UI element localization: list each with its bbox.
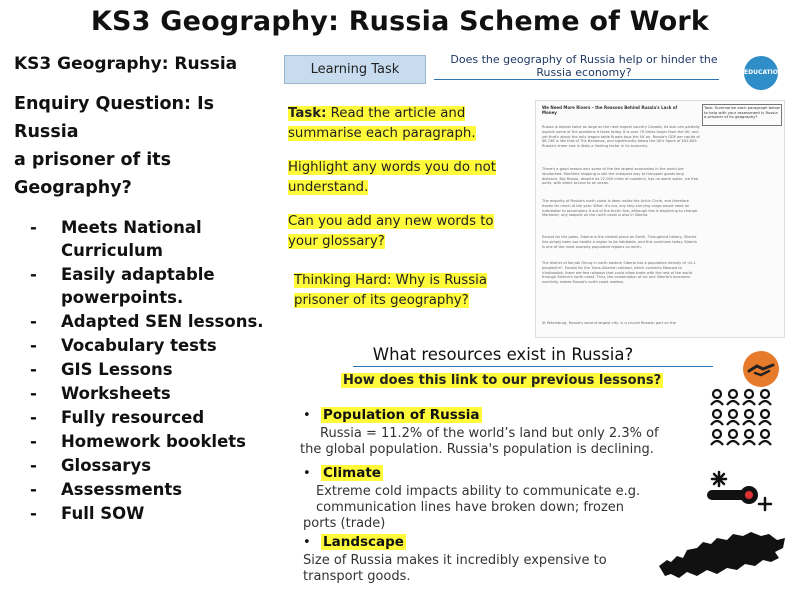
enquiry-line: Geography? — [14, 178, 132, 198]
article-thumbnail — [535, 100, 785, 338]
climate-heading: Climate — [323, 465, 381, 481]
landscape-heading: Landscape — [323, 534, 404, 550]
title-underline — [434, 79, 719, 80]
task-text: Read the article and summarise each paragraph. — [288, 106, 476, 141]
enquiry-question — [14, 90, 276, 202]
article-paragraph: The majority of Russia's north coast is deep inside the Arctic Circle, and therefore frozen for much of the year. When it's not, any ship carrying cargo would need an icebreaker to accompany it out of the Arctic Sea, although this is beginning to change. Moreover, any seaport on the north coast is also in Siberia. — [542, 199, 699, 218]
population-heading: Population of Russia — [323, 407, 480, 423]
highlight-instruction — [288, 158, 498, 198]
bullet: • — [303, 535, 311, 550]
title-underline — [353, 366, 713, 367]
resources-subtitle: How does this link to our previous lessons? — [343, 373, 662, 388]
feature-item: - Full SOW — [14, 502, 276, 525]
highlight-text: Highlight any words you do not understand. — [288, 160, 497, 195]
subtitle: KS3 Geography: Russia — [14, 54, 238, 74]
feature-item: - Meets National Curriculum — [14, 216, 276, 262]
climate-line: Extreme cold impacts ability to communicate e.g. — [316, 484, 641, 499]
learning-task-slide — [282, 48, 788, 338]
learning-task-label: Learning Task — [284, 55, 426, 84]
bullet: • — [303, 466, 311, 481]
climate-line: communication lines have broken down; frozen — [316, 500, 625, 515]
feature-item: - GIS Lessons — [14, 358, 276, 381]
task-label: Task: — [288, 106, 327, 121]
population-people-icon — [709, 386, 773, 446]
page-title: KS3 Geography: Russia Scheme of Work — [90, 6, 710, 37]
learning-task-question: Does the geography of Russia help or hinder the Russia economy? — [450, 53, 718, 79]
resources-title: What resources exist in Russia? — [372, 345, 634, 364]
article-title: We Need More Rivers – the Reasons Behind Russia's Lack of Money — [542, 105, 678, 115]
article-paragraph: St Petersburg, Russia's second largest city, is a crucial Russian port on the — [542, 321, 676, 325]
resources-slide — [293, 340, 790, 592]
feature-item: - Vocabulary tests — [14, 334, 276, 357]
climate-line: ports (trade) — [303, 516, 386, 531]
glossary-instruction — [288, 212, 498, 252]
enquiry-line: Enquiry Question: Is Russia — [14, 94, 215, 142]
thinking-hard-instruction — [294, 271, 504, 311]
left-column — [14, 54, 276, 526]
handshake-logo-icon — [743, 351, 779, 387]
bullet: • — [303, 408, 311, 423]
enquiry-line: a prisoner of its — [14, 150, 172, 170]
feature-item: - Easily adaptable powerpoints. — [14, 263, 276, 309]
article-paragraph: There's a good reason why some of the ten largest economies in the world are landlocked. Maritime shipping is still the cheapest way to transport goods long distance. But Russia, despite its 22,000 miles of coastline, has no warm water, ice free ports, with direct access to an ocean. — [542, 167, 699, 186]
education-logo: EDUCATION — [744, 56, 778, 90]
article-task-box: Task: Summarise each paragraph below to help with your assessment Is Russia a prisoner of its geography? — [702, 104, 782, 126]
feature-item: - Adapted SEN lessons. — [14, 310, 276, 333]
article-paragraph: Except for the poles, Siberia is the coldest place on Earth. Throughout history, Siberia has simply been too hostile a region to be habitable, and this continues today. Siberia is one of the most sparsely populated regions on earth. — [542, 235, 697, 249]
feature-item: - Fully resourced — [14, 406, 276, 429]
feature-item: - Worksheets — [14, 382, 276, 405]
population-line: the global population. Russia's population is declining. — [300, 442, 654, 457]
task-instruction — [288, 104, 498, 144]
article-paragraph: Russia is almost twice as large as the next largest country Canada, its size can partially explain some of the problems it faces today. It is over 70 times larger than the UK, and yet that's about the only league table Russia tops the UK on. Russia's GDP per capita of $8,748 is like that of The Bahamas, and significantly below the UK's figure of $42,609. Russia's sheer size is likely a limiting factor in its economy. — [542, 125, 700, 149]
feature-list — [14, 216, 276, 525]
landscape-line: Size of Russia makes it incredibly expensive to — [303, 553, 607, 568]
feature-item: - Homework booklets — [14, 430, 276, 453]
thinking-hard-text: Thinking Hard: Why is Russia prisoner of its geography? — [294, 273, 487, 308]
landscape-line: transport goods. — [303, 569, 411, 584]
feature-item: - Glossarys — [14, 454, 276, 477]
russia-map-icon — [657, 526, 787, 582]
feature-item: - Assessments — [14, 478, 276, 501]
article-paragraph: The district of Koryak Okrug in north eastern Siberia has a population density of <0.1 people/km². Except for the Trans-Siberian railroad, which connects Moscow to Vladivostok, there are few railways that could allow trade with the rest of the world through Siberia's north coast. Thus, the combination of ice and Siberia's economic inactivity makes Russia's north coast useless. — [542, 261, 696, 285]
population-line: Russia = 11.2% of the world’s land but only 2.3% of — [320, 426, 659, 441]
glossary-text: Can you add any new words to your glossary? — [288, 214, 494, 249]
climate-thermometer-icon — [703, 468, 775, 512]
